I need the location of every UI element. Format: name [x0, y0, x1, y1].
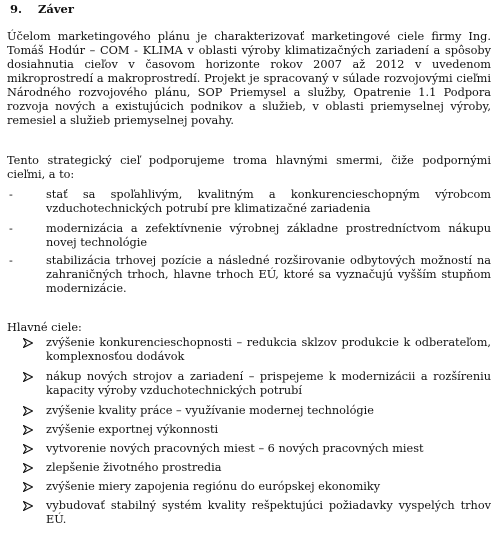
- main-goal-item: [7, 370, 491, 398]
- supporting-goal-item: [7, 222, 491, 250]
- section-heading: [10, 2, 74, 16]
- dash-marker: -: [9, 254, 13, 267]
- supporting-goal-item: [7, 188, 491, 216]
- arrowhead-icon: [23, 372, 33, 382]
- main-goal-item: [7, 442, 491, 456]
- supporting-goal-text: modernizácia a zefektívnenie výrobnej základne prostredníctvom nákupu novej technológie: [46, 222, 491, 249]
- main-goal-item: [7, 461, 491, 475]
- main-goal-text: nákup nových strojov a zariadení – prispejeme k modernizácii a rozšíreniu kapacity výroby vzduchotechnických potrubí: [46, 370, 491, 397]
- strategy-paragraph: Tento strategický cieľ podporujeme troma hlavnými smermi, čiže podpornými cieľmi, a to:: [7, 154, 491, 181]
- main-goal-text: zvýšenie miery zapojenia regiónu do európskej ekonomiky: [46, 480, 381, 493]
- main-goal-text: zvýšenie exportnej výkonnosti: [46, 423, 219, 436]
- arrowhead-icon: [23, 406, 33, 416]
- main-goal-text: vytvorenie nových pracovných miest – 6 nových pracovných miest: [46, 442, 424, 455]
- arrowhead-icon: [23, 425, 33, 435]
- arrowhead-icon: [23, 444, 33, 454]
- supporting-goal-text: stať sa spoľahlivým, kvalitným a konkurencieschopným výrobcom vzduchotechnických potrubí pre klimatizačné zariadenia: [46, 188, 491, 215]
- main-goal-text: zlepšenie životného prostredia: [46, 461, 222, 474]
- main-goal-item: [7, 499, 491, 527]
- arrowhead-icon: [23, 463, 33, 473]
- main-goal-text: zvýšenie kvality práce – využívanie modernej technológie: [46, 404, 374, 417]
- supporting-goal-item: [7, 254, 491, 296]
- main-goal-item: [7, 336, 491, 364]
- arrowhead-icon: [23, 501, 33, 511]
- main-goal-item: [7, 480, 491, 494]
- dash-marker: -: [9, 188, 13, 201]
- intro-paragraph: Účelom marketingového plánu je charakterizovať marketingové ciele firmy Ing. Tomáš Hodúr – COM - KLIMA v oblasti výroby klimatizačných zariadení a spôsoby dosiahnutia cieľov v časovom horizonte rokov 2007 až 2012 v uvedenom mikroprostredí a makroprostredí. Projekt je spracovaný v súlade rozvojovými cieľmi Národného rozvojového plánu, SOP Priemysel a služby, Opatrenie 1.1 Podpora rozvoja nových a existujúcich podnikov a služieb, v oblasti priemyselnej výroby, remesiel a služieb priemyselnej povahy.: [7, 30, 491, 127]
- main-goal-text: zvýšenie konkurencieschopnosti – redukcia sklzov produkcie k odberateľom, komplexnosťou dodávok: [46, 336, 491, 363]
- main-goal-item: [7, 404, 491, 418]
- arrowhead-icon: [23, 482, 33, 492]
- supporting-goal-text: stabilizácia trhovej pozície a následné rozširovanie odbytových možností na zahraničných trhoch, hlavne trhoch EÚ, ktoré sa vyznačujú vyšším stupňom modernizácie.: [46, 254, 491, 295]
- dash-marker: -: [9, 222, 13, 235]
- main-goal-item: [7, 423, 491, 437]
- arrowhead-icon: [23, 338, 33, 348]
- section-title: Záver: [38, 2, 74, 16]
- main-goal-text: vybudovať stabilný systém kvality rešpektujúci požiadavky vyspelých trhov EÚ.: [46, 499, 491, 526]
- main-goals-label: Hlavné ciele:: [7, 321, 82, 334]
- section-number: 9.: [10, 2, 23, 16]
